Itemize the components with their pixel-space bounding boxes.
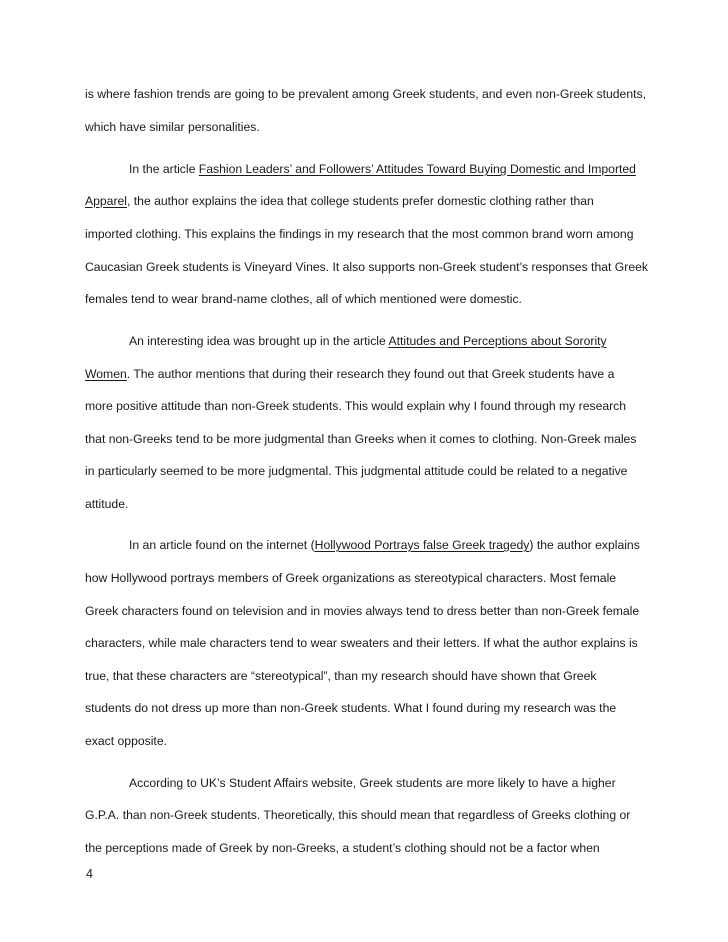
text-line: Caucasian Greek students is Vineyard Vines. It also supports non-Greek student’s responses that Greek	[85, 260, 648, 274]
article-title-underlined: Hollywood Portrays false Greek tragedy	[314, 538, 530, 552]
text-line: Greek characters found on television and in movies always tend to dress better than non-Greek female	[85, 604, 640, 618]
article-title-underlined: Women	[85, 367, 127, 381]
article-title-underlined: Attitudes and Perceptions about Sorority	[388, 334, 607, 348]
text-line: true, that these characters are “stereotypical”, than my research should have shown that Greek	[85, 669, 597, 683]
paragraph-first-line	[129, 333, 709, 349]
text-run: . The author mentions that during their research they found out that Greek students have a	[126, 367, 615, 381]
text-line: more positive attitude than non-Greek students. This would explain why I found through my research	[85, 399, 627, 413]
text-run: ) the author explains	[529, 538, 640, 552]
text-line	[85, 193, 665, 209]
page-number: 4	[86, 867, 93, 881]
text-line: the perceptions made of Greek by non-Greeks, a student’s clothing should not be a factor when	[85, 841, 600, 855]
text-line: imported clothing. This explains the findings in my research that the most common brand worn among	[85, 227, 634, 241]
paragraph-first-line	[129, 537, 709, 553]
text-run: In an article found on the internet (	[129, 538, 315, 552]
text-line: is where fashion trends are going to be prevalent among Greek students, and even non-Greek students,	[85, 87, 646, 101]
text-line: how Hollywood portrays members of Greek organizations as stereotypical characters. Most female	[85, 571, 617, 585]
text-line: students do not dress up more than non-Greek students. What I found during my research was the	[85, 701, 617, 715]
text-line: which have similar personalities.	[85, 120, 260, 134]
article-title-underlined: Apparel	[85, 194, 128, 208]
text-line: attitude.	[85, 497, 129, 511]
paragraph-first-line	[129, 161, 709, 177]
text-line: exact opposite.	[85, 734, 167, 748]
text-line: females tend to wear brand-name clothes, all of which mentioned were domestic.	[85, 292, 522, 306]
text-line: in particularly seemed to be more judgmental. This judgmental attitude could be related to a negative	[85, 464, 628, 478]
text-run: In the article	[129, 162, 199, 176]
text-line: that non-Greeks tend to be more judgmental than Greeks when it comes to clothing. Non-Greek males	[85, 432, 637, 446]
article-title-underlined: Fashion Leaders’ and Followers’ Attitudes Toward Buying Domestic and Imported	[198, 162, 636, 176]
text-run: , the author explains the idea that college students prefer domestic clothing rather than	[127, 194, 594, 208]
text-line	[85, 366, 665, 382]
text-line: G.P.A. than non-Greek students. Theoretically, this should mean that regardless of Greeks clothing or	[85, 808, 631, 822]
paragraph-first-line: According to UK’s Student Affairs website, Greek students are more likely to have a higher	[129, 776, 616, 790]
text-run: An interesting idea was brought up in the article	[129, 334, 389, 348]
text-line: characters, while male characters tend to wear sweaters and their letters. If what the author explains is	[85, 636, 638, 650]
